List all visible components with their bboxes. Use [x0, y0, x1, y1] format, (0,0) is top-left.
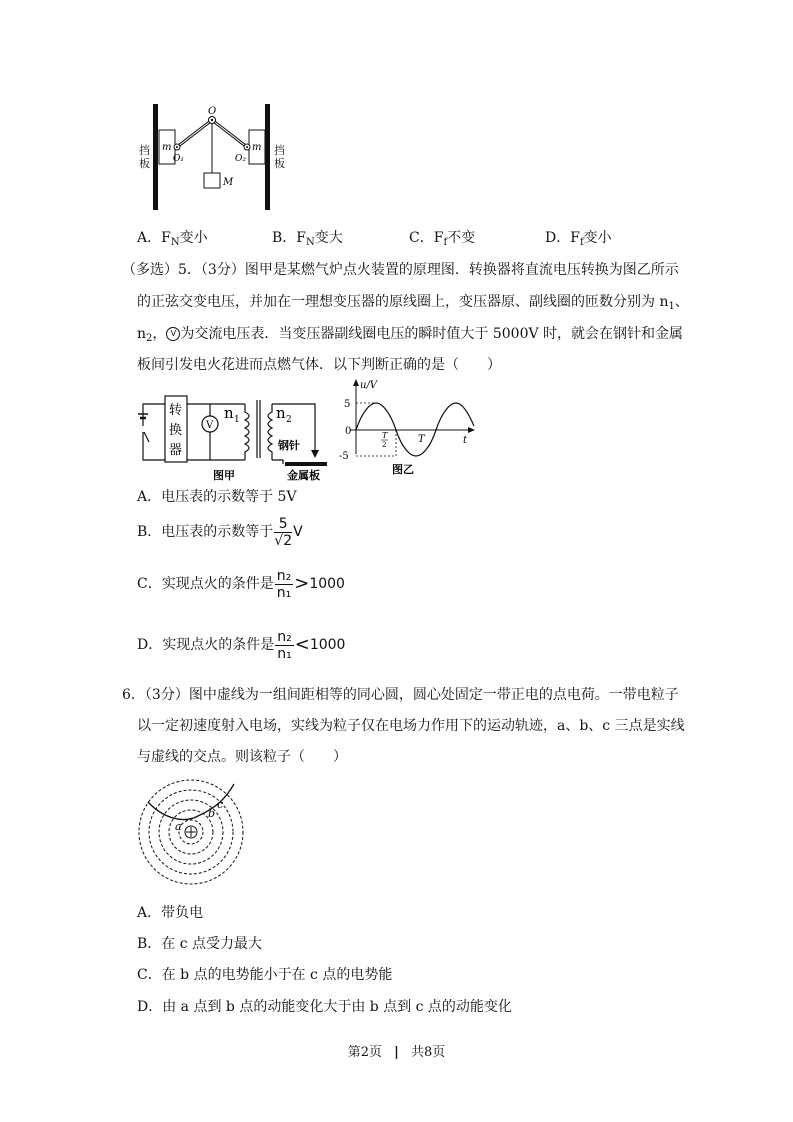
q6-stem-line2: 以一定初速度射入电场，实线为粒子仅在电场力作用下的运动轨迹，a、b、c 三点是实线 — [137, 718, 685, 734]
needle-label: 钢针 — [278, 439, 300, 452]
svg-text:2: 2 — [286, 415, 292, 425]
plate-label: 金属板 — [287, 469, 320, 482]
point-a: a — [175, 820, 182, 833]
wall-label-left: 挡板 — [139, 144, 150, 170]
page-total: 共8页 — [411, 1045, 446, 1060]
ytick-0: 0 — [345, 426, 352, 437]
q5-option-c[interactable]: C．实现点火的条件是 $\frac{\text{n₂}}{\text{n₁}}$ >1000 — [137, 567, 345, 601]
page-footer: 第2页 | 共8页 — [347, 1045, 446, 1060]
q6-stem-line3: 与虚线的交点。则该粒子（ ） — [137, 749, 347, 765]
label-o1: O₁ — [173, 154, 184, 164]
weight-box — [204, 173, 220, 188]
converter-char-3: 器 — [169, 443, 183, 458]
xtick-t-half-num: T — [382, 431, 388, 440]
point-b: b — [208, 807, 216, 820]
q5-stem-line2: 的正弦交变电压，并加在一理想变压器的原线圈上，变压器原、副线圈的匝数分别为 $n_1$、 — [137, 294, 689, 312]
ylabel: u/V — [360, 380, 378, 391]
q6-option-b[interactable]: B．在 c 点受力最大 — [137, 936, 263, 952]
converter-char-2: 换 — [169, 423, 183, 438]
q5-option-b[interactable]: B．电压表的示数等于 $\frac{5}{√2}$ V — [137, 515, 303, 549]
q4-option-a[interactable]: A．$F_N$变小 — [137, 230, 208, 248]
q6-option-d[interactable]: D．由 a 点到 b 点的动能变化大于由 b 点到 c 点的动能变化 — [137, 999, 512, 1015]
label-o2: O₂ — [235, 154, 246, 164]
n1-label: n — [224, 404, 234, 422]
xtick-t-half-den: 2 — [382, 441, 387, 449]
right-wall — [265, 104, 270, 210]
q5-stem-line1: （多选）5．（3分）图甲是某燃气炉点火装置的原理图．转换器将直流电压转换为图乙所示 — [122, 262, 679, 278]
q4-figure — [135, 100, 295, 215]
q6-stem-line1: 6．（3分）图中虚线为一组间距相等的同心圆，圆心处固定一带正电的点电荷。一带电粒子 — [122, 687, 679, 703]
q4-option-c[interactable]: C．$F_f$不变 — [409, 230, 476, 248]
q5-stem-line4: 板间引发电火花进而点燃气体．以下判断正确的是（ ） — [137, 357, 501, 373]
q4-option-b[interactable]: B．$F_N$变大 — [272, 230, 343, 248]
voltmeter-symbol: V — [166, 327, 180, 341]
ytick-neg5: -5 — [339, 451, 349, 462]
caption-yi: 图乙 — [392, 463, 414, 476]
label-m-right: m — [252, 142, 262, 153]
converter-char-1: 转 — [169, 403, 183, 418]
left-wall — [153, 104, 158, 210]
q6-option-a[interactable]: A．带负电 — [137, 905, 204, 921]
q5-figure-yi — [340, 376, 480, 478]
voltmeter-label: V — [206, 420, 214, 431]
n2-label: n — [276, 404, 286, 422]
q5-stem-line3: $n_2$， V 为交流电压表．当变压器副线圈电压的瞬时值大于 5000V 时，就会在钢针和金属 — [137, 326, 684, 344]
q5-option-d[interactable]: D．实现点火的条件是 $\frac{\text{n₂}}{\text{n₁}}$ <1000 — [137, 628, 346, 662]
q6-option-c[interactable]: C．在 b 点的电势能小于在 c 点的电势能 — [137, 967, 393, 983]
label-o: O — [208, 106, 217, 117]
svg-text:1: 1 — [234, 415, 240, 425]
point-c: c — [217, 798, 224, 811]
label-weight: M — [223, 177, 234, 188]
caption-jia: 图甲 — [213, 469, 235, 482]
q4-option-d[interactable]: D．$F_f$变小 — [545, 230, 612, 248]
wall-label-right: 挡板 — [274, 144, 285, 170]
page-number: 第2页 — [347, 1045, 382, 1060]
q6-figure — [138, 780, 248, 890]
xlabel: t — [463, 435, 468, 446]
ytick-5: 5 — [344, 399, 351, 410]
q5-figure-jia — [135, 392, 335, 482]
xtick-t: T — [418, 434, 425, 445]
label-m-left: m — [162, 142, 172, 153]
metal-plate — [285, 462, 327, 466]
q5-option-a[interactable]: A．电压表的示数等于 5V — [137, 489, 297, 505]
